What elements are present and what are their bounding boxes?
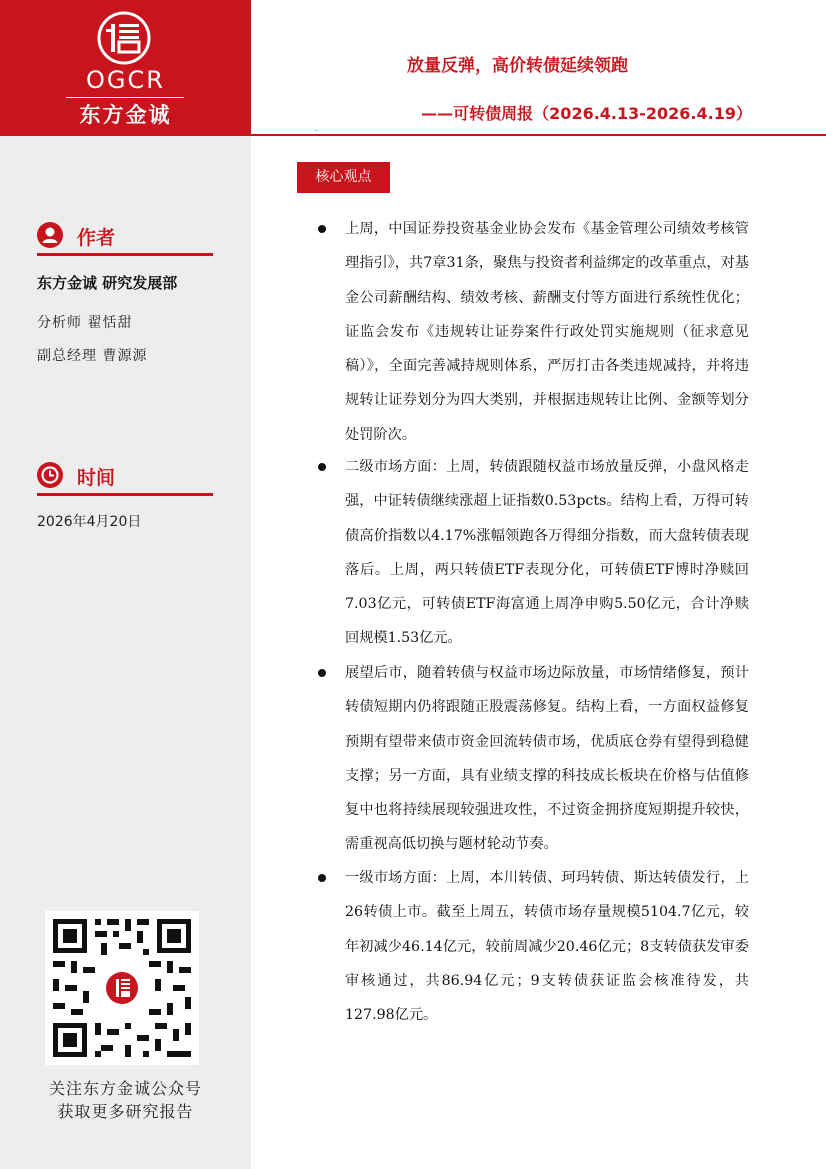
person-icon: [37, 222, 63, 248]
bullet-dot: [318, 669, 326, 677]
time-section-title: 时间: [77, 467, 116, 489]
sidebar: [0, 0, 251, 1169]
time-divider: [37, 493, 213, 496]
brand-divider: [66, 97, 184, 98]
section-tag: 核心观点: [297, 162, 390, 193]
report-subtitle: ——可转债周报（2026.4.13-2026.4.19）: [421, 104, 752, 123]
bullet-dot: [318, 225, 326, 233]
report-title: 放量反弹，高价转债延续领跑: [407, 56, 628, 76]
ogcr-logo-icon: [97, 11, 151, 65]
header-marker: ..: [314, 124, 320, 133]
key-point-paragraph: 一级市场方面：上周，本川转债、珂玛转债、斯达转债发行，上26转债上市。截至上周五，转债市场存量规模5104.7亿元，较年初减少46.14亿元，较前周减少20.46亿元；8支转债获发审委审核通过，共86.94亿元；9支转债获证监会核准待发，共127.98亿元。: [345, 870, 749, 1024]
bullet-dot: [318, 874, 326, 882]
author-person: 分析师 翟恬甜: [37, 315, 133, 331]
qr-caption: 关注东方金诚公众号: [48, 1079, 202, 1098]
header-divider: [251, 134, 826, 136]
report-date: 2026年4月20日: [37, 514, 142, 530]
brand-name-cn: 东方金诚: [79, 103, 172, 127]
author-person: 副总经理 曹源源: [37, 348, 148, 364]
brand-name-en: OGCR: [86, 66, 165, 94]
bullet-dot: [318, 463, 326, 471]
author-section-title: 作者: [77, 227, 116, 249]
author-org: 东方金诚 研究发展部: [37, 274, 178, 292]
brand-banner: [0, 0, 251, 136]
key-point-paragraph: 上周，中国证券投资基金业协会发布《基金管理公司绩效考核管理指引》，共7章31条，聚焦与投资者利益绑定的改革重点，对基金公司薪酬结构、绩效考核、薪酬支付等方面进行系统性优化；证监会发布《违规转让证券案件行政处罚实施规则（征求意见稿）》，全面完善减持规则体系，严厉打击各类违规减持，并将违规转让证券划分为四大类别，并根据违规转让比例、金额等划分处罚阶次。: [345, 221, 749, 443]
key-point-paragraph: 二级市场方面：上周，转债跟随权益市场放量反弹，小盘风格走强，中证转债继续涨超上证指数0.53pcts。结构上看，万得可转债高价指数以4.17%涨幅领跑各万得细分指数，而大盘转债表现落后。上周，两只转债ETF表现分化，可转债ETF博时净赎回7.03亿元，可转债ETF海富通上周净申购5.50亿元，合计净赎回规模1.53亿元。: [345, 459, 749, 647]
qr-code-icon: [45, 911, 199, 1065]
author-divider: [37, 253, 213, 256]
clock-icon: [37, 462, 63, 488]
key-point-paragraph: 展望后市，随着转债与权益市场边际放量，市场情绪修复，预计转债短期内仍将跟随正股震荡修复。结构上看，一方面权益修复预期有望带来债市资金回流转债市场，优质底仓券有望得到稳健支撑；另一方面，具有业绩支撑的科技成长板块在价格与估值修复中也将持续展现较强进攻性，不过资金拥挤度短期提升较快，需重视高低切换与题材轮动节奏。: [345, 665, 749, 853]
qr-caption: 获取更多研究报告: [57, 1102, 194, 1121]
